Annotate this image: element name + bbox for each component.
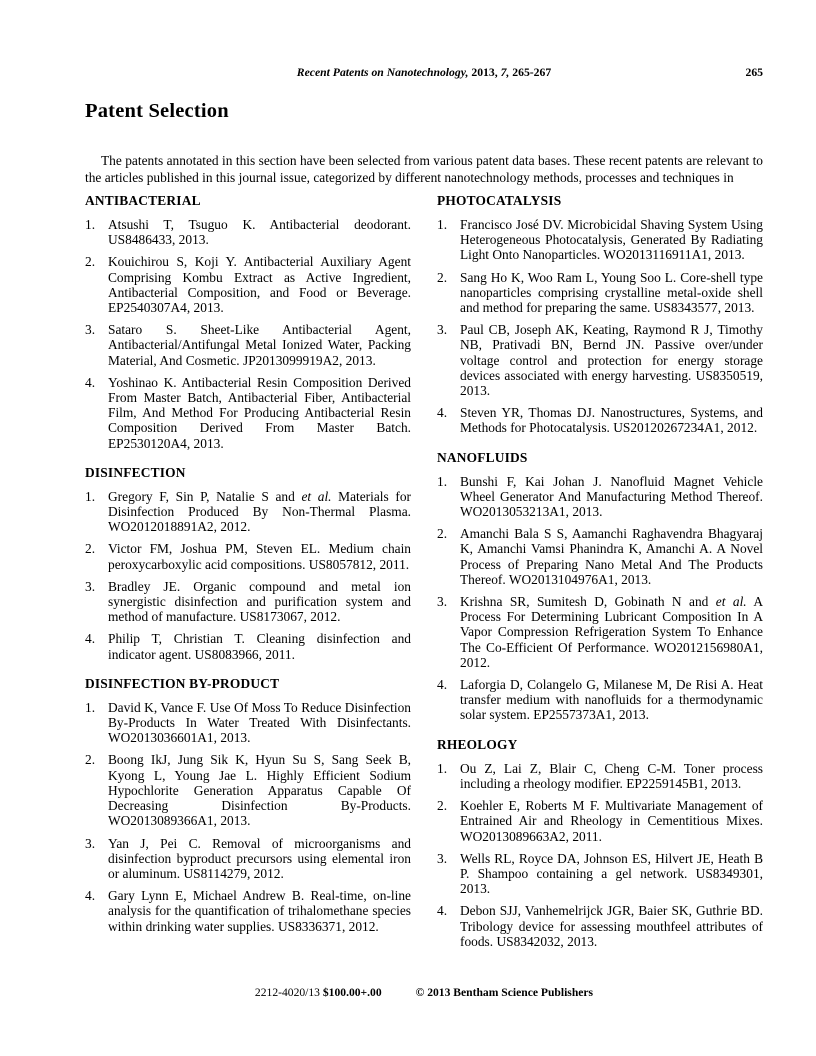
patent-item: [437, 405, 763, 435]
citation-text: Ou Z, Lai Z, Blair C, Cheng C-M. Toner process including a rheology modifier. EP2259145B1, 2013.: [460, 760, 763, 791]
patent-columns: [85, 193, 763, 956]
item-number: 3.: [85, 322, 96, 338]
item-number: 3.: [437, 594, 448, 610]
citation-text: Bradley JE. Organic compound and metal ion synergistic disinfection and purification system and method of manufacture. US8173067, 2012.: [108, 578, 411, 625]
patent-item: [85, 375, 411, 451]
journal-pages: 265-267: [509, 66, 552, 79]
citation-text: Krishna SR, Sumitesh D, Gobinath N and: [460, 594, 716, 610]
journal-volume: 7,: [500, 66, 510, 79]
citation-text: Gary Lynn E, Michael Andrew B. Real-time, on-line analysis for the quantification of trihalomethane species within drinking water supplies. US8336371, 2012.: [108, 888, 411, 934]
patent-item: [437, 903, 763, 949]
patent-item: [437, 270, 763, 316]
section-heading: PHOTOCATALYSIS: [437, 193, 562, 208]
patent-item: [85, 322, 411, 368]
patent-item: [437, 594, 763, 670]
item-number: 4.: [437, 677, 448, 693]
footer-price: $100.00+.00: [322, 986, 382, 999]
citation-text: Koehler E, Roberts M F. Multivariate Management of Entrained Air and Rheology in Cementitious Mixes. WO2013089663A2, 2011.: [460, 798, 763, 844]
citation-text: Boong IkJ, Jung Sik K, Hyun Su S, Sang Seek B, Kyong L, Young Jae L. Highly Efficient Sodium Hypochlorite Generation Apparatus Capable Of Decreasing Disinfection By-Products. WO2013089366A1, 2013.: [108, 752, 411, 829]
item-number: 2.: [437, 269, 448, 285]
citation-text: A Process For Determining Lubricant Composition In A Vapor Compression Refrigeration System To Enhance The Co-Efficient Of Performance. WO2012156980A1, 2012.: [460, 594, 764, 670]
et-al-text: et al.: [301, 488, 332, 504]
citation-text: Materials for Disinfection Produced By Non-Thermal Plasma. WO2012018891A2, 2012.: [108, 488, 411, 535]
patent-item: [437, 526, 763, 587]
page-footer: [85, 986, 763, 999]
item-number: 4.: [85, 631, 96, 647]
citation-text: Yan J, Pei C. Removal of microorganisms and disinfection byproduct precursors using elemental iron or aluminum. US8114279, 2012.: [108, 835, 411, 881]
citation-text: Philip T, Christian T. Cleaning disinfection and indicator agent. US8083966, 2011.: [108, 631, 411, 662]
patent-item: [437, 217, 763, 263]
patent-item: [85, 541, 411, 571]
citation-text: Victor FM, Joshua PM, Steven EL. Medium chain peroxycarboxylic acid compositions. US8057812, 2011.: [108, 541, 411, 572]
section-heading: RHEOLOGY: [437, 736, 518, 752]
item-number: 3.: [85, 835, 96, 851]
patent-item: [437, 761, 763, 791]
item-number: 1.: [437, 217, 448, 232]
citation-text: David K, Vance F. Use Of Moss To Reduce Disinfection By-Products In Water Treated With Disinfectants. WO2013036601A1, 2013.: [108, 699, 411, 746]
item-number: 1.: [85, 699, 96, 715]
item-number: 4.: [437, 405, 448, 421]
patent-item: [85, 752, 411, 828]
citation-text: Yoshinao K. Antibacterial Resin Composition Derived From Master Batch, Antibacterial Fiber, Antibacterial Film, And Method For Producing Antibacterial Resin Composition Derived From Master Batch. EP2530120A4, 2013.: [108, 374, 411, 451]
section-heading: DISINFECTION BY-PRODUCT: [85, 675, 280, 691]
citation-text: Gregory F, Sin P, Natalie S and: [108, 488, 302, 504]
left-column: [85, 193, 411, 941]
et-al-text: et al.: [715, 594, 747, 610]
citation-text: Sataro S. Sheet-Like Antibacterial Agent, Antibacterial/Antifungal Metal Ionized Water, Packing Material, And Cosmetic. JP2013099919A2, 2013.: [108, 322, 411, 368]
item-number: 3.: [85, 578, 96, 594]
page-title: Patent Selection: [85, 100, 229, 122]
citation-text: Amanchi Bala S S, Aamanchi Raghavendra Bhagyaraj K, Amanchi Vamsi Phanindra K, Amanchi A. A Novel Process of Preparing Nano Metal And The Products Thereof. WO2013104976A1, 2013.: [460, 526, 763, 587]
patent-item: [437, 474, 763, 520]
footer-copyright: © 2013 Bentham Science Publishers: [415, 986, 594, 999]
patent-item: [85, 836, 411, 882]
item-number: 3.: [437, 850, 448, 866]
patent-item: [437, 798, 763, 844]
item-number: 2.: [85, 254, 96, 270]
citation-text: Paul CB, Joseph AK, Keating, Raymond R J, Timothy NB, Prativadi BN, Bernd JN. Passive over/under voltage control and protection for energy storage devices associated with energy harvesting. US8350519, 2013.: [460, 322, 763, 399]
right-column: [437, 193, 763, 956]
citation-text: Francisco José DV. Microbicidal Shaving System Using Heterogeneous Photocatalysis, Generated By Radiating Light Onto Nanoparticles. WO2013116911A1, 2013.: [460, 217, 763, 263]
item-number: 2.: [85, 541, 96, 557]
citation-text: Wells RL, Royce DA, Johnson ES, Hilvert JE, Heath B P. Shampoo containing a gel network. US8349301, 2013.: [460, 850, 763, 897]
journal-name: Recent Patents on Nanotechnology,: [296, 66, 469, 79]
patent-item: [437, 851, 763, 897]
patent-item: [437, 322, 763, 398]
footer-issn: 2212-4020/13: [254, 986, 323, 999]
item-number: 2.: [437, 798, 448, 814]
citation-text: Steven YR, Thomas DJ. Nanostructures, Systems, and Methods for Photocatalysis. US20120267234A1, 2012.: [460, 405, 763, 436]
section-heading: DISINFECTION: [85, 464, 186, 480]
citation-text: Sang Ho K, Woo Ram L, Young Soo L. Core-shell type nanoparticles comprising crystalline metal-oxide shell and method for preparing the same. US8343577, 2013.: [460, 269, 763, 316]
patent-item: [85, 579, 411, 625]
item-number: 4.: [85, 374, 96, 390]
page-number: 265: [745, 66, 763, 79]
section-heading: ANTIBACTERIAL: [85, 193, 201, 208]
patent-item: [85, 254, 411, 315]
patent-item: [85, 888, 411, 934]
patent-item: [85, 700, 411, 746]
section-heading: NANOFLUIDS: [437, 449, 528, 465]
item-number: 1.: [85, 488, 96, 504]
item-number: 1.: [437, 760, 448, 776]
item-number: 4.: [437, 903, 448, 919]
patent-item: [85, 217, 411, 247]
patent-item: [437, 677, 763, 723]
item-number: 4.: [85, 888, 96, 904]
citation-text: Kouichirou S, Koji Y. Antibacterial Auxiliary Agent Comprising Kombu Extract as Active Ingredient, Antibacterial Composition, and Food or Beverage. EP2540307A4, 2013.: [108, 254, 411, 316]
patent-item: [85, 489, 411, 535]
patent-item: [85, 631, 411, 661]
citation-text: Bunshi F, Kai Johan J. Nanofluid Magnet Vehicle Wheel Generator And Manufacturing Method Thereof. WO2013053213A1, 2013.: [460, 473, 763, 520]
citation-text: Laforgia D, Colangelo G, Milanese M, De Risi A. Heat transfer medium with nanofluids for a thermodynamic solar system. EP2557373A1, 2013.: [460, 677, 763, 723]
running-head: [85, 66, 763, 79]
intro-paragraph: The patents annotated in this section have been selected from various patent data bases. These recent patents are relevant to the articles published in this journal issue, categorized by different nanotechnology methods, processes and techniques in: [85, 153, 763, 186]
item-number: 1.: [437, 473, 448, 489]
item-number: 2.: [85, 752, 96, 768]
citation-text: Atsushi T, Tsuguo K. Antibacterial deodorant. US8486433, 2013.: [108, 217, 411, 248]
item-number: 1.: [85, 217, 96, 232]
item-number: 3.: [437, 322, 448, 338]
item-number: 2.: [437, 526, 448, 542]
journal-year: 2013,: [468, 66, 501, 79]
citation-text: Debon SJJ, Vanhemelrijck JGR, Baier SK, Guthrie BD. Tribology device for assessing mouthfeel attributes of foods. US8342032, 2013.: [460, 903, 763, 949]
